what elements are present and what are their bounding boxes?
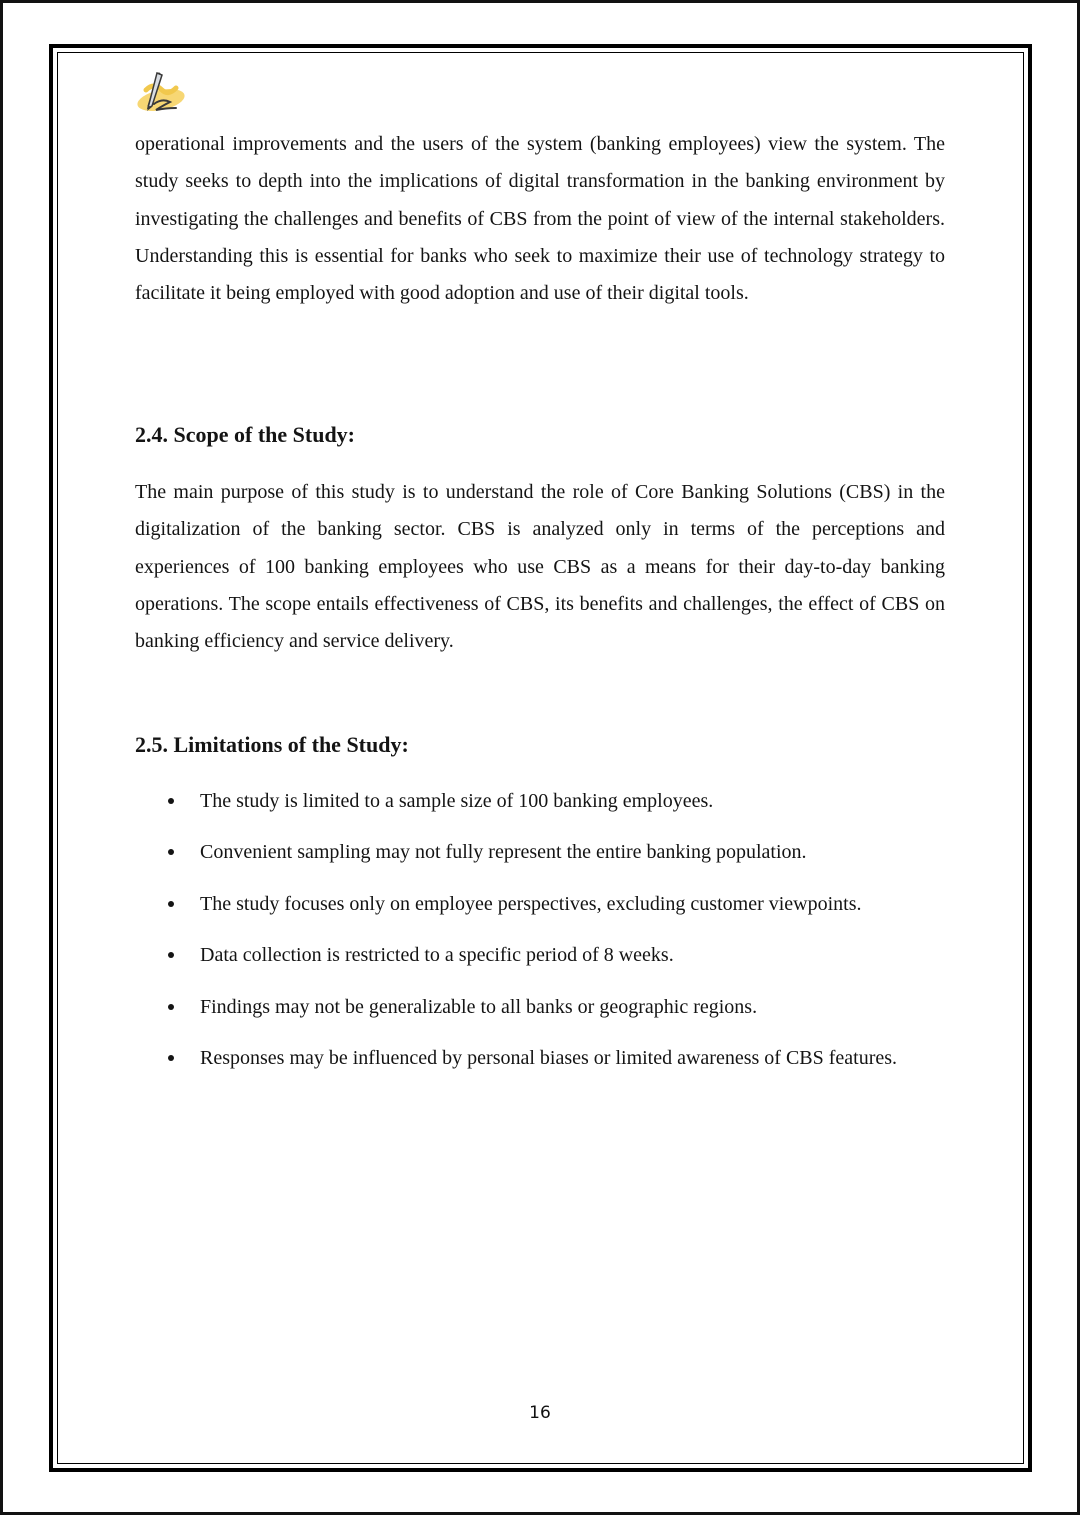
scope-paragraph: The main purpose of this study is to understand the role of Core Banking Solutions (CBS) in the digitalization of the banking sector. CBS is analyzed only in terms of the perceptions and experiences of 100 banking employees who use CBS as a means for their day-to-day banking operations. The scope entails effectiveness of CBS, its benefits and challenges, the effect of CBS on banking efficiency and service delivery. (135, 481, 945, 653)
list-item (135, 988, 965, 1039)
bullet-icon (168, 849, 174, 855)
list-item-text: Data collection is restricted to a specific period of 8 weeks. (200, 944, 674, 967)
scope-heading: 2.4. Scope of the Study: (135, 422, 356, 447)
bullet-icon (168, 798, 174, 804)
list-item (135, 1039, 965, 1090)
list-item-text: Findings may not be generalizable to all banks or geographic regions. (200, 995, 758, 1018)
list-item (135, 885, 965, 936)
list-item-text: Responses may be influenced by personal biases or limited awareness of CBS features. (200, 1046, 898, 1069)
list-item (135, 782, 965, 833)
limitations-heading: 2.5. Limitations of the Study: (135, 732, 409, 757)
list-item-text: Convenient sampling may not fully represent the entire banking population. (200, 841, 807, 864)
list-item-text: The study is limited to a sample size of 100 banking employees. (200, 790, 714, 812)
limitations-list (135, 782, 965, 1090)
list-item (135, 833, 965, 884)
bullet-icon (168, 952, 174, 958)
document-body (135, 126, 945, 1069)
list-item (135, 936, 965, 987)
bullet-icon (168, 901, 174, 907)
intro-paragraph: operational improvements and the users of the system (banking employees) view the system. The study seeks to depth into the implications of digital transformation in the banking environment by investigating the challenges and benefits of CBS from the point of view of the internal stakeholders. Understanding this is essential for banks who seek to maximize their use of technology strategy to facilitate it being employed with good adoption and use of their digital tools. (135, 133, 945, 305)
page-number: 16 (529, 1403, 551, 1423)
bullet-icon (168, 1055, 174, 1061)
list-item-text: The study focuses only on employee perspectives, excluding customer viewpoints. (200, 892, 862, 915)
bullet-icon (168, 1004, 174, 1010)
pen-writing-icon (132, 68, 190, 116)
